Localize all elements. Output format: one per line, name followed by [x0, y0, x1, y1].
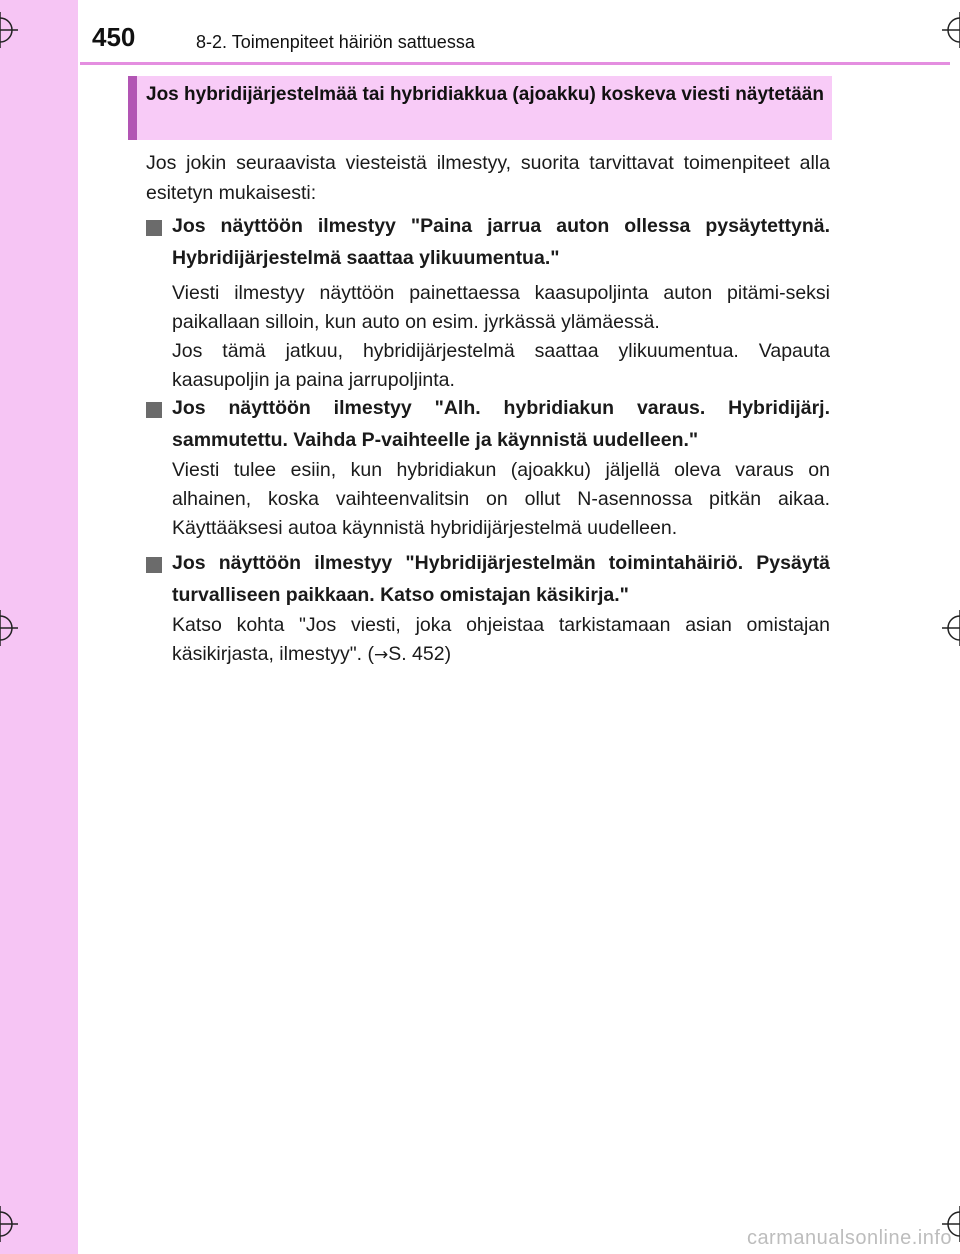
item-body-2 [172, 456, 830, 543]
arrow-right-icon: → [373, 645, 389, 665]
registration-mark-icon [0, 12, 18, 48]
item-body-1-paragraph-2: Jos tämä jatkuu, hybridijärjestelmä saattaa ylikuumentua. Vapauta kaasupoljin ja paina jarrupoljinta. [172, 340, 830, 391]
registration-mark-icon [0, 1206, 18, 1242]
page-number: 450 [92, 22, 136, 52]
item-heading-2: Jos näyttöön ilmestyy "Alh. hybridiakun varaus. Hybridijärj. sammutettu. Vaihda P-vaihteelle ja käynnistä uudelleen." [172, 397, 830, 451]
item-body-3 [172, 611, 830, 670]
chapter-title: 8-2. Toimenpiteet häiriön sattuessa [196, 32, 475, 52]
item-heading-1: Jos näyttöön ilmestyy "Paina jarrua auton ollessa pysäytettynä. Hybridijärjestelmä saattaa ylikuumentua." [172, 215, 830, 269]
item-body-3-text: Katso kohta "Jos viesti, joka ohjeistaa tarkistamaan asian omistajan käsikirjasta, ilmestyy". ( [172, 614, 830, 665]
square-bullet-icon [146, 220, 162, 236]
section-accent-bar [128, 76, 137, 140]
registration-mark-icon [942, 12, 960, 48]
section-title-box [128, 76, 832, 140]
registration-mark-icon [942, 610, 960, 646]
square-bullet-icon [146, 557, 162, 573]
item-body-1-paragraph-1: Viesti ilmestyy näyttöön painettaessa kaasupoljinta auton pitämi-seksi paikallaan silloin, kun auto on esim. jyrkässä ylämäessä. [172, 282, 830, 333]
square-bullet-icon [146, 402, 162, 418]
header-divider [80, 62, 950, 65]
registration-mark-icon [0, 610, 18, 646]
watermark: carmanualsonline.info [746, 1227, 952, 1249]
item-body-2-paragraph-1: Viesti tulee esiin, kun hybridiakun (ajoakku) jäljellä oleva varaus on alhainen, koska vaihteenvalitsin on ollut N-asennossa pitkän aikaa. Käyttääksesi autoa käynnistä hybridijärjestelmä uudelleen. [172, 459, 830, 539]
intro-paragraph: Jos jokin seuraavista viesteistä ilmestyy, suorita tarvittavat toimenpiteet alla esitetyn mukaisesti: [146, 152, 830, 204]
item-body-1 [172, 279, 830, 395]
section-title: Jos hybridijärjestelmää tai hybridiakkua (ajoakku) koskeva viesti näytetään [146, 84, 824, 105]
page-reference-link[interactable]: S. 452) [388, 643, 452, 665]
item-heading-3: Jos näyttöön ilmestyy "Hybridijärjestelmän toimintahäiriö. Pysäytä turvalliseen paikkaan. Katso omistajan käsikirja." [172, 552, 830, 606]
